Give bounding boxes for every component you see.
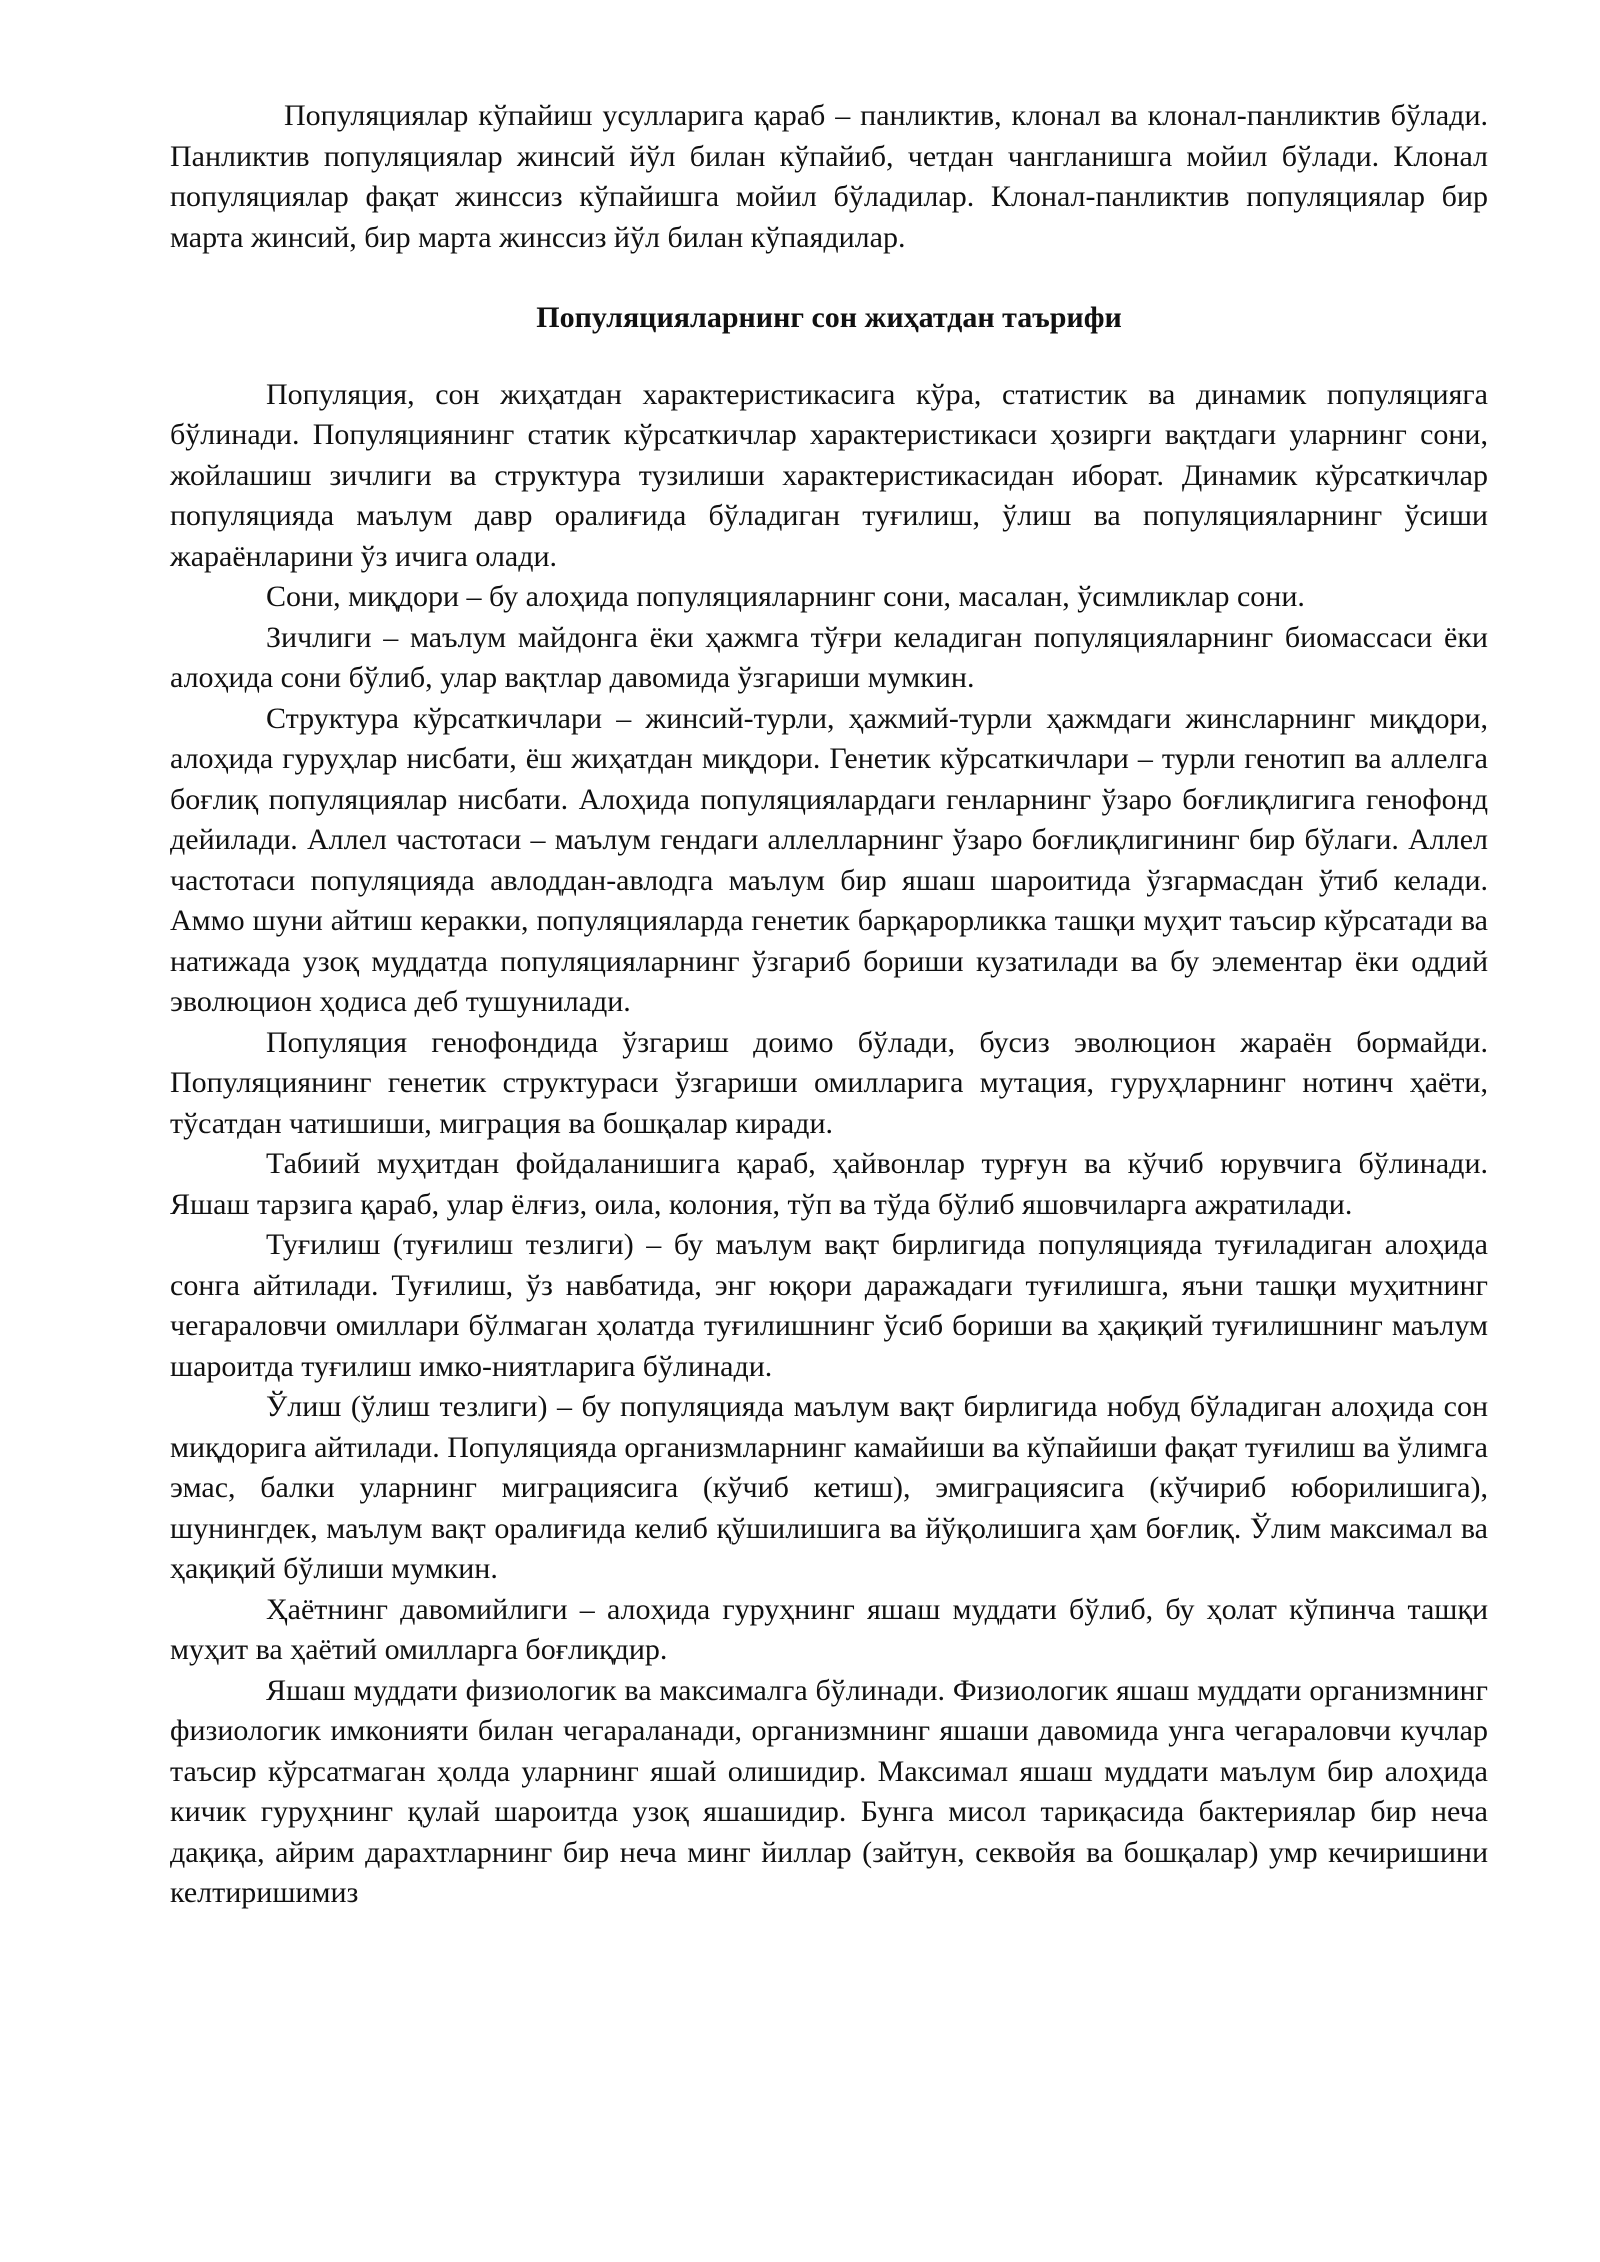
paragraph: Ҳаётнинг давомийлиги – алоҳида гуруҳнинг яшаш муддати бўлиб, бу ҳолат кўпинча ташқи муҳит ва ҳаётий омилларга боғлиқдир. [170,1592,1488,1666]
section-heading: Популяцияларнинг сон жиҳатдан таърифи [536,301,1122,334]
document-page [170,96,1488,1914]
paragraph: Яшаш муддати физиологик ва максималга бўлинади. Физиологик яшаш муддати организмнинг физиологик имконияти билан чегараланади, организмнинг яшаши давомида унга чегараловчи кучлар таъсир кўрсатмаган ҳолда уларнинг яшай олишидир. Максимал яшаш муддати маълум бир алоҳида кичик гуруҳнинг қулай шароитда узоқ яшашидир. Бунга мисол тариқасида бактериялар бир неча дақиқа, айрим дарахтларнинг бир неча минг йиллар (зайтун, секвойя ва бошқалар) умр кечиришини келтиришимиз [170,1673,1488,1909]
paragraph: Популяция, сон жиҳатдан характеристикасига кўра, статистик ва динамик популяцияга бўлинади. Популяциянинг статик кўрсаткичлар характеристикаси ҳозирги вақтдаги уларнинг сони, жойлашиш зичлиги ва структура тузилиши характеристикасидан иборат. Динамик кўрсаткичлар популяцияда маълум давр оралиғида бўладиган туғилиш, ўлиш ва популяцияларнинг ўсиши жараёнларини ўз ичига олади. [170,377,1488,573]
paragraph: Ўлиш (ўлиш тезлиги) – бу популяцияда маълум вақт бирлигида нобуд бўладиган алоҳида сон миқдорига айтилади. Популяцияда организмларнинг камайиши ва кўпайиши фақат туғилиш ва ўлимга эмас, балки уларнинг миграциясига (кўчиб кетиш), эмиграциясига (кўчириб юборилишига), шунингдек, маълум вақт оралиғида келиб қўшилишига ва йўқолишига ҳам боғлиқ. Ўлим максимал ва ҳақиқий бўлиши мумкин. [170,1390,1488,1585]
paragraph: Структура кўрсаткичлари – жинсий-турли, ҳажмий-турли ҳажмдаги жинсларнинг миқдори, алоҳида гуруҳлар нисбати, ёш жиҳатдан миқдори. Генетик кўрсаткичлари – турли генотип ва аллелга боғлиқ популяциялар нисбати. Алоҳида популяциялардаги генларнинг ўзаро боғлиқлигига генофонд дейилади. Аллел частотаси – маълум гендаги аллелларнинг ўзаро боғлиқлигининг бир бўлаги. Аллел частотаси популяцияда авлоддан-авлодга маълум бир яшаш шароитида ўзгармасдан ўтиб келади. Аммо шуни айтиш керакки, популяцияларда генетик барқарорликка ташқи муҳит таъсир кўрсатади ва натижада узоқ муддатда популяцияларнинг ўзгариб бориши кузатилади ва бу элементар ёки оддий эволюцион ҳодиса деб тушунилади. [170,701,1488,1018]
paragraph: Сони, миқдори – бу алоҳида популяцияларнинг сони, масалан, ўсимликлар сони. [266,580,1305,613]
paragraph: Табиий муҳитдан фойдаланишига қараб, ҳайвонлар турғун ва кўчиб юрувчига бўлинади. Яшаш тарзига қараб, улар ёлғиз, оила, колония, тўп ва тўда бўлиб яшовчиларга ажратилади. [170,1147,1488,1221]
intro-paragraph: Популяциялар кўпайиш усулларига қараб – панликтив, клонал ва клонал-панликтив бўлади. Панликтив популяциялар жинсий йўл билан кўпайиб, четдан чангланишга мойил бўлади. Клонал популяциялар фақат жинссиз кўпайишга мойил бўладилар. Клонал-панликтив популяциялар бир марта жинсий, бир марта жинссиз йўл билан кўпаядилар. [170,99,1488,254]
paragraph: Зичлиги – маълум майдонга ёки ҳажмга тўғри келадиган популяцияларнинг биомассаси ёки алоҳида сони бўлиб, улар вақтлар давомида ўзгариши мумкин. [170,620,1488,694]
paragraph: Туғилиш (туғилиш тезлиги) – бу маълум вақт бирлигида популяцияда туғиладиган алоҳида сонга айтилади. Туғилиш, ўз навбатида, энг юқори даражадаги туғилишга, яъни ташқи муҳитнинг чегараловчи омиллари бўлмаган ҳолатда туғилишнинг ўсиб бориши ва ҳақиқий туғилишнинг маълум шароитда туғилиш имко-ниятларига бўлинади. [170,1228,1488,1383]
paragraph: Популяция генофондида ўзгариш доимо бўлади, бусиз эволюцион жараён бормайди. Популяциянинг генетик структураси ўзгариши омилларига мутация, гуруҳларнинг нотинч ҳаёти, тўсатдан чатишиши, миграция ва бошқалар киради. [170,1025,1488,1140]
